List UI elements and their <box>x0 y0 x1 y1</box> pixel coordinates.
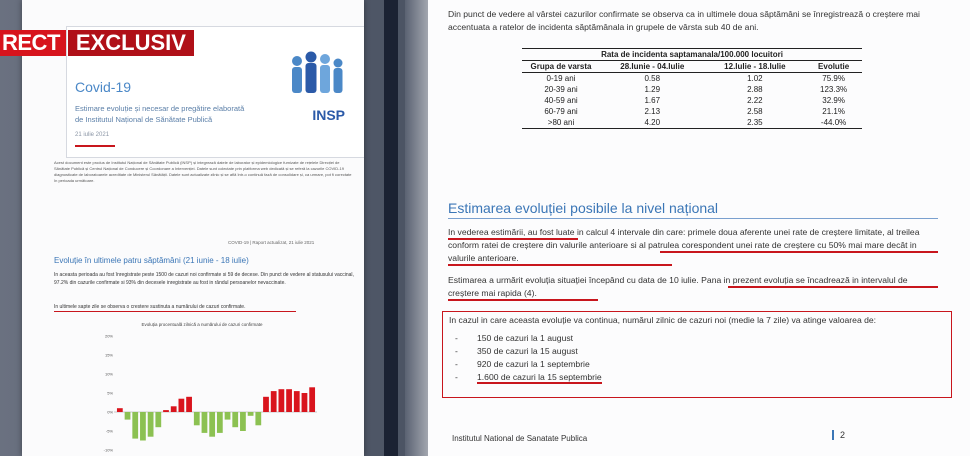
y-axis-ticks <box>104 334 114 453</box>
chart-bar <box>225 412 231 420</box>
table-cell: 0.58 <box>644 74 661 83</box>
estimation-paragraph-1: In vederea estimării, au fost luate in calcul 4 intervale din care: primele doua aferente unei rate de creștere limitate, al treilea conform ratei de creștere din valurile anterioare si al patrulea corespondent unei rate de creștere cu 50% mai mare decât in valurile anterioare. <box>448 227 920 263</box>
chart-bar <box>255 412 261 425</box>
insp-logo-text: INSP <box>312 107 345 123</box>
chart-bar <box>232 412 238 427</box>
table-cell: 20-39 ani <box>544 85 578 94</box>
chart-title: Evoluția procentuală zilnică a numărului de cazuri confirmate <box>141 322 263 327</box>
table-header-period2: 12.Iulie - 18.Iulie <box>705 61 806 73</box>
list-item: - 350 de cazuri la 15 august <box>455 346 578 356</box>
table-header-age: Grupa de varsta <box>522 61 600 73</box>
chart-bar <box>240 412 246 431</box>
table-row <box>522 106 862 117</box>
age-intro-paragraph: Din punct de vedere al vârstei cazurilor confirmate se observa ca in ultimele doua săptămâni se înregistrează o creștere mai accentuata a ratelor de incidenta săptămânala in grupele de vârsta sub 40 de ani. <box>448 9 920 32</box>
chart-bar <box>271 391 277 412</box>
badge-part-exclusiv: EXCLUSIV <box>68 30 194 56</box>
report-page-left <box>22 0 364 456</box>
forecast-box <box>442 311 952 398</box>
page-number: 2 <box>832 430 845 440</box>
disclaimer-text: Acest document este produs de Institutul Național de Sănătate Publică (INSP) și integrează datele de laborator și epidemiologice furnizate de rețelele Direcției de Sănătate Publică și Centrul Național de Conducere și Coordonare a Intervenției. Datele sunt colectate prin platforma web dedicată și se referă la cazurile COVID-19 diagnosticate de laboratoarele acreditate de Ministerul Sănătății. Datele sunt actualizate zilnic și se află într-o continuă fază de consolidare și, ca urmare, pot fi corectate în perioada următoare. <box>54 160 352 183</box>
paragraph-left: In aceasta perioada au fost înregistrate peste 1500 de cazuri noi confirmate si 59 de decese. Din punct de vedere al statusului vaccinal, 97.2% din cazurile confirmate si 93% din decesele inregistrate au fost in rândul persoanelor nevaccinate. <box>54 272 354 286</box>
chart-bar <box>202 412 208 433</box>
daily-percent-change-chart <box>92 318 322 456</box>
table-row <box>522 117 862 129</box>
chart-bar <box>125 412 131 420</box>
table-caption: Rata de incidenta saptamanala/100.000 locuitori <box>522 49 862 61</box>
y-tick-label: 10% <box>104 371 113 377</box>
table-cell: 1.67 <box>644 96 661 105</box>
chart-bar <box>186 397 192 412</box>
table-cell: 2.35 <box>705 117 806 129</box>
chart-bar <box>302 393 308 412</box>
left-page-footer: COVID-19 | Raport actualizat, 21 iulie 2021 <box>228 240 315 245</box>
table-header-evolution: Evolutie <box>805 61 862 73</box>
highlight-sentence-left: In ultimele sapte zile se observa o crestere sustinuta a numărului de cazuri confirmate. <box>54 304 246 310</box>
table-cell: 0-19 ani <box>546 74 576 83</box>
chart-bar <box>117 408 123 412</box>
table-cell: 40-59 ani <box>544 96 578 105</box>
table-cell: 1.29 <box>644 85 661 94</box>
section-title-left: Evoluție în ultimele patru săptămâni (21 iunie - 18 iulie) <box>54 256 249 265</box>
list-item: - 920 de cazuri la 1 septembrie <box>455 359 590 369</box>
table-row <box>522 84 862 95</box>
chart-bar <box>171 406 177 412</box>
red-underline-1 <box>448 238 578 240</box>
chart-bar <box>140 412 146 441</box>
badge-part-rect: RECT <box>0 30 66 56</box>
list-item: - 1.600 de cazuri la 15 septembrie <box>455 372 602 382</box>
y-tick-label: 15% <box>104 352 113 358</box>
chart-bar <box>132 412 138 439</box>
y-tick-label: 5% <box>107 390 113 396</box>
report-page-right <box>428 0 970 456</box>
cover-title: Covid-19 <box>75 79 132 95</box>
chart-bar <box>286 389 292 412</box>
table-cell: -44.0% <box>805 117 862 129</box>
estimation-heading: Estimarea evoluției posibile la nivel național <box>448 200 719 216</box>
y-tick-label: 20% <box>104 333 113 339</box>
list-item-text: 350 de cazuri la 15 august <box>477 346 578 356</box>
list-item-text: 920 de cazuri la 1 septembrie <box>477 359 590 369</box>
table-cell: 2.88 <box>747 85 763 94</box>
rect-exclusiv-badge <box>0 30 194 56</box>
chart-bar <box>263 397 269 412</box>
chart-bar <box>163 410 169 412</box>
y-tick-label: -5% <box>105 428 113 434</box>
chart-bar <box>148 412 154 437</box>
table-cell: 60-79 ani <box>544 107 578 116</box>
table-cell: 123.3% <box>820 85 848 94</box>
list-item-text: 1.600 de cazuri la 15 septembrie <box>477 372 602 382</box>
table-row <box>522 73 862 85</box>
cover-subtitle: Estimare evoluție și necesar de pregătire elaborată de Institutul Național de Sănătate Publică <box>75 104 245 124</box>
table-cell: 2.58 <box>747 107 763 116</box>
estimation-paragraph-2: Estimarea a urmărit evoluția situației începând cu data de 10 iulie. Pana in prezent evoluția se încadrează in intervalul de creștere mai rapida (4). <box>448 275 908 298</box>
table-cell: 4.20 <box>600 117 705 129</box>
cover-red-rule <box>75 145 115 147</box>
table-header-period1: 28.Iunie - 04.Iulie <box>600 61 705 73</box>
table-cell: 2.22 <box>747 96 763 105</box>
y-tick-label: -10% <box>103 447 113 453</box>
list-item-text: 150 de cazuri la 1 august <box>477 333 574 343</box>
incidence-table <box>522 48 862 129</box>
table-cell: >80 ani <box>522 117 600 129</box>
right-page-footer: Institutul National de Sanatate Publica <box>452 434 588 443</box>
list-item: - 150 de cazuri la 1 august <box>455 333 574 343</box>
chart-bar <box>194 412 200 425</box>
red-underline-2 <box>660 251 938 253</box>
chart-bar <box>217 412 223 433</box>
chart-bar <box>309 387 315 412</box>
table-cell: 75.9% <box>822 74 845 83</box>
chart-bar <box>179 399 185 412</box>
chart-bar <box>248 412 254 416</box>
red-underline-5 <box>448 299 598 301</box>
red-underline-left <box>54 311 296 312</box>
heading-rule <box>448 218 938 219</box>
chart-bar <box>294 391 300 412</box>
chart-bar <box>279 389 285 412</box>
forecast-list <box>455 332 602 384</box>
chart-bar <box>209 412 215 437</box>
book-spine <box>384 0 398 456</box>
chart-bars <box>117 387 315 440</box>
red-underline-3 <box>448 264 672 266</box>
red-underline-4 <box>728 286 938 288</box>
table-row <box>522 95 862 106</box>
table-cell: 21.1% <box>822 107 845 116</box>
table-cell: 1.02 <box>747 74 763 83</box>
forecast-intro: In cazul in care aceasta evoluție va continua, numărul zilnic de cazuri noi (medie la 7 zile) va atinge valoarea de: <box>449 315 877 325</box>
chart-bar <box>155 412 161 427</box>
y-tick-label: 0% <box>107 409 113 415</box>
table-cell: 32.9% <box>822 96 845 105</box>
table-cell: 2.13 <box>644 107 661 116</box>
cover-date: 21 iulie 2021 <box>75 132 110 138</box>
